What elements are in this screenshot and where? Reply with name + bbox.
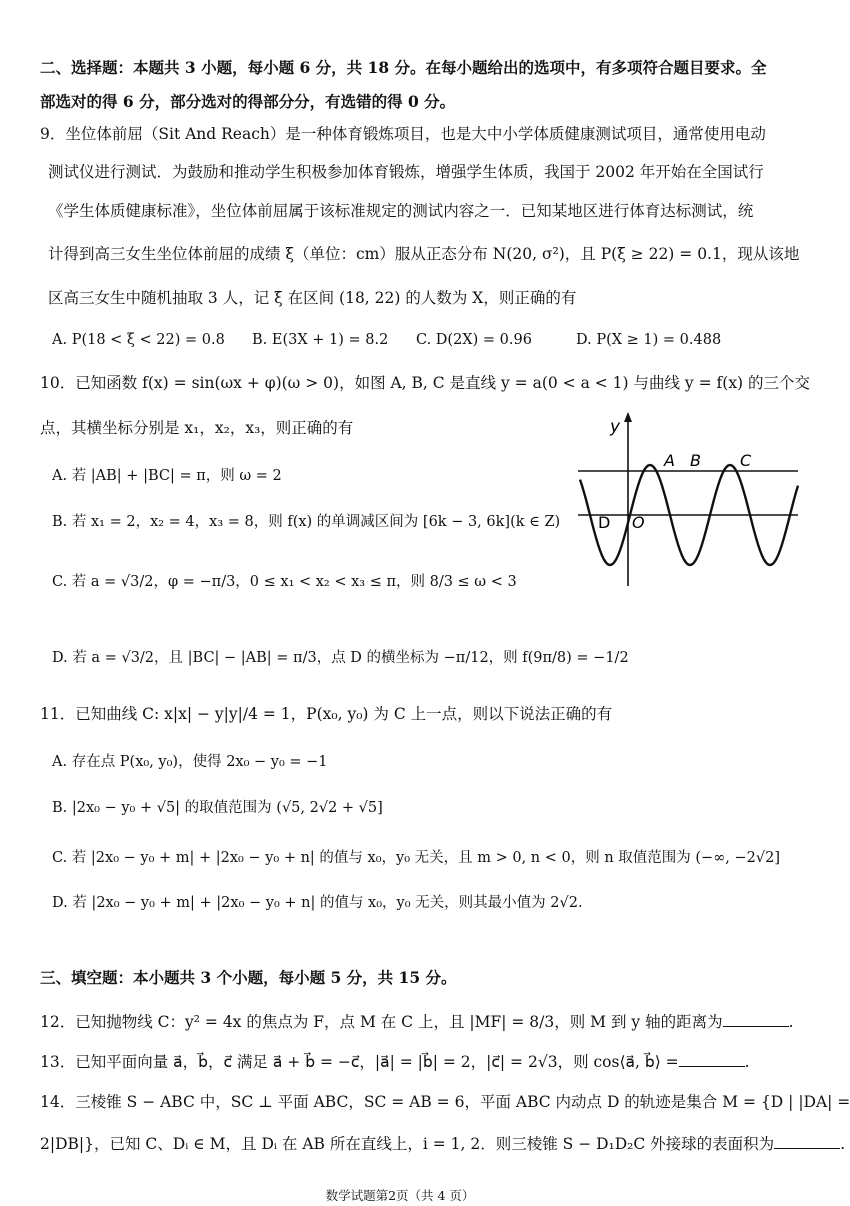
q9-stem-line3: 《学生体质健康标准》，坐位体前屈属于该标准规定的测试内容之一．已知某地区进行体育达标测试，统: [48, 202, 754, 220]
q9-option-c: C. D(2X) = 0.96: [416, 332, 532, 348]
q10-option-c: C. 若 a = √3/2，φ = −π/3，0 ≤ x₁ < x₂ < x₃ ≤ π，则 8/3 ≤ ω < 3: [52, 574, 517, 590]
q14-text: 2|DB|}，已知 C、Dᵢ ∈ M，且 Dᵢ 在 AB 所在直线上，i = 1, 2．则三棱锥 S − D₁D₂C 外接球的表面积为: [40, 1135, 775, 1153]
q13-answer-blank: [679, 1052, 745, 1067]
q14-stem-line1: 14．三棱锥 S − ABC 中，SC ⊥ 平面 ABC，SC = AB = 6，平面 ABC 内动点 D 的轨迹是集合 M = {D | |DA| =: [40, 1093, 850, 1111]
q13-text: 13．已知平面向量 a⃗，b⃗，c⃗ 满足 a⃗ + b⃗ = −c⃗，|a⃗| = |b⃗| = 2，|c⃗| = 2√3，则 cos⟨a⃗, b⃗⟩ =: [40, 1053, 679, 1071]
page-footer: 数学试题第2页（共 4 页）: [325, 1188, 475, 1203]
q10-stem-line2: 点，其横坐标分别是 x₁，x₂，x₃，则正确的有: [40, 419, 354, 437]
q10-stem-line1: 10．已知函数 f(x) = sin(ωx + φ)(ω > 0)，如图 A, B, C 是直线 y = a(0 < a < 1) 与曲线 y = f(x) 的三个交: [40, 374, 811, 392]
q9-stem-line2: 测试仪进行测试．为鼓励和推动学生积极参加体育锻炼，增强学生体质，我国于 2002 年开始在全国试行: [48, 163, 764, 181]
q9-stem-line4: 计得到高三女生坐位体前屈的成绩 ξ（单位：cm）服从正态分布 N(20, σ²)，且 P(ξ ≥ 22) = 0.1，现从该地: [48, 245, 800, 263]
graph-label-c: C: [740, 451, 752, 470]
q10-sine-graph: [572, 410, 800, 590]
y-axis-arrow: [624, 412, 632, 422]
section3-heading: 三、填空题：本小题共 3 个小题，每小题 5 分，共 15 分。: [40, 968, 457, 987]
q12-answer-blank: [723, 1012, 789, 1027]
q12-text: 12．已知抛物线 C：y² = 4x 的焦点为 F，点 M 在 C 上，且 |MF| = 8/3，则 M 到 y 轴的距离为: [40, 1013, 723, 1031]
q11-stem: 11．已知曲线 C: x|x| − y|y|/4 = 1，P(x₀, y₀) 为 C 上一点，则以下说法正确的有: [40, 705, 613, 723]
graph-label-a: A: [664, 451, 675, 470]
section2-heading-line1: 二、选择题：本题共 3 小题，每小题 6 分，共 18 分。在每小题给出的选项中，有多项符合题目要求。全: [40, 58, 767, 77]
q9-option-d: D. P(X ≥ 1) = 0.488: [576, 332, 722, 348]
q13-stem: 13．已知平面向量 a⃗，b⃗，c⃗ 满足 a⃗ + b⃗ = −c⃗，|a⃗| = |b⃗| = 2，|c⃗| = 2√3，则 cos⟨a⃗, b⃗⟩ = .: [40, 1053, 750, 1071]
section2-heading-line2: 部选对的得 6 分，部分选对的得部分分，有选错的得 0 分。: [40, 92, 456, 111]
q10-option-b: B. 若 x₁ = 2，x₂ = 4，x₃ = 8，则 f(x) 的单调减区间为 [6k − 3, 6k](k ∈ Z): [52, 514, 561, 530]
q14-answer-blank: [774, 1134, 840, 1149]
q11-option-c: C. 若 |2x₀ − y₀ + m| + |2x₀ − y₀ + n| 的值与 x₀，y₀ 无关，且 m > 0, n < 0，则 n 取值范围为 (−∞, −2√2]: [52, 850, 781, 866]
q10-option-d: D. 若 a = √3/2，且 |BC| − |AB| = π/3，点 D 的横坐标为 −π/12，则 f(9π/8) = −1/2: [52, 650, 629, 666]
q9-stem-line5: 区高三女生中随机抽取 3 人，记 ξ 在区间 (18, 22) 的人数为 X，则正确的有: [48, 289, 577, 307]
q9-option-b: B. E(3X + 1) = 8.2: [252, 332, 389, 348]
graph-label-b: B: [690, 451, 701, 470]
q9-stem-line1: 9．坐位体前屈（Sit And Reach）是一种体育锻炼项目，也是大中小学体质健康测试项目，通常使用电动: [40, 125, 766, 143]
q10-option-a: A. 若 |AB| + |BC| = π，则 ω = 2: [52, 468, 282, 484]
graph-label-d: D: [598, 513, 611, 532]
q11-option-b: B. |2x₀ − y₀ + √5| 的取值范围为 (√5, 2√2 + √5]: [52, 800, 383, 816]
q9-option-a: A. P(18 < ξ < 22) = 0.8: [52, 332, 225, 348]
graph-y-label: y: [610, 417, 621, 437]
graph-origin-label: O: [632, 513, 645, 532]
q11-option-a: A. 存在点 P(x₀, y₀)，使得 2x₀ − y₀ = −1: [52, 754, 328, 770]
q11-option-d: D. 若 |2x₀ − y₀ + m| + |2x₀ − y₀ + n| 的值与 x₀，y₀ 无关，则其最小值为 2√2.: [52, 895, 583, 911]
q14-stem-line2: 2|DB|}，已知 C、Dᵢ ∈ M，且 Dᵢ 在 AB 所在直线上，i = 1, 2．则三棱锥 S − D₁D₂C 外接球的表面积为 .: [40, 1135, 846, 1153]
q12-stem: 12．已知抛物线 C：y² = 4x 的焦点为 F，点 M 在 C 上，且 |MF| = 8/3，则 M 到 y 轴的距离为 .: [40, 1013, 794, 1031]
